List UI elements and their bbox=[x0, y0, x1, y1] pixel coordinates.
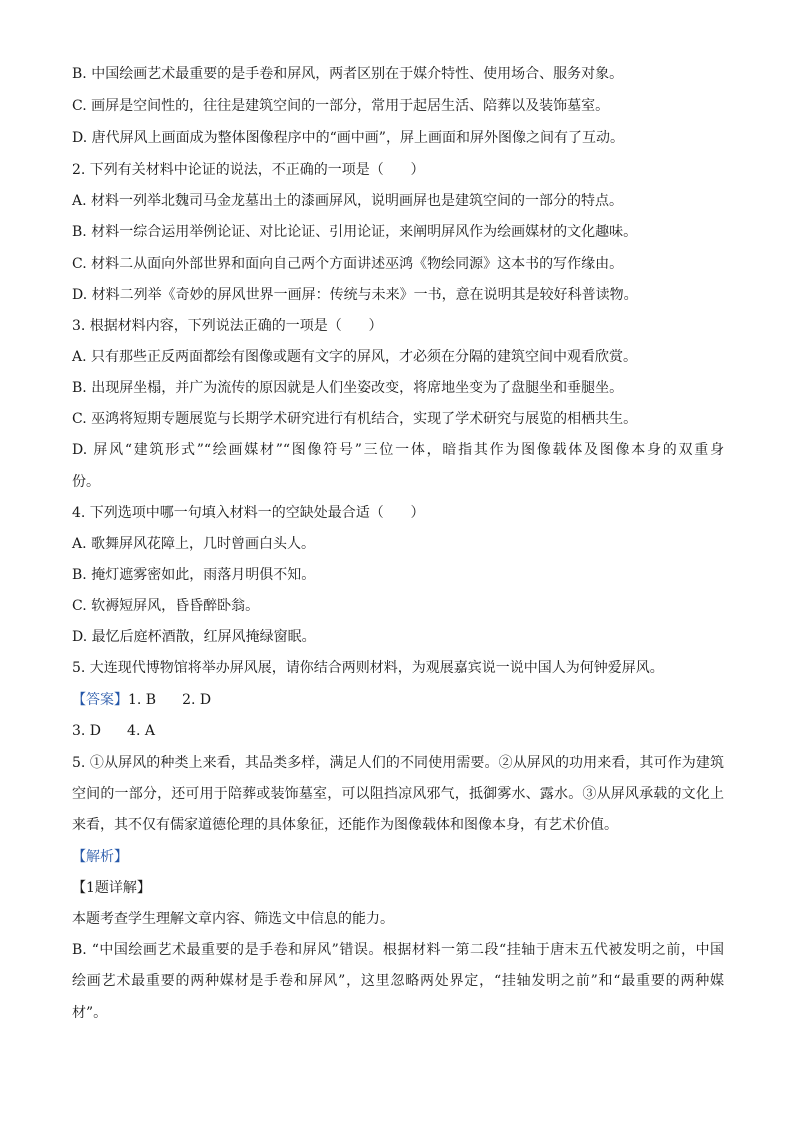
option-1c: C. 画屏是空间性的，往往是建筑空间的一部分，常用于起居生活、陪葬以及装饰墓室。 bbox=[72, 98, 610, 114]
analysis-line-4: 材”。 bbox=[72, 1005, 108, 1021]
option-3c: C. 巫鸿将短期专题展览与长期学术研究进行有机结合，实现了学术研究与展览的相栖共生。 bbox=[72, 411, 638, 427]
answer-tag: 【答案】 bbox=[72, 692, 128, 708]
answer-5-line-3: 来看，其不仅有儒家道德伦理的具体象征，还能作为图像载体和图像本身，有艺术价值。 bbox=[72, 817, 618, 833]
option-4c: C. 软褥短屏风，昏昏醉卧翁。 bbox=[72, 598, 260, 614]
answer-row-1 bbox=[72, 690, 211, 710]
question-2: 2. 下列有关材料中论证的说法，不正确的一项是（ ） bbox=[72, 162, 425, 178]
option-4b: B. 掩灯遮雾密如此，雨落月明俱不知。 bbox=[72, 567, 316, 583]
option-3d-cont: 份。 bbox=[72, 474, 100, 490]
option-3a: A. 只有那些正反两面都绘有图像或题有文字的屏风，才必须在分隔的建筑空间中观看欣赏。 bbox=[72, 349, 638, 365]
answer-4: 4. A bbox=[127, 723, 155, 739]
option-2a: A. 材料一列举北魏司马金龙墓出土的漆画屏风，说明画屏也是建筑空间的一部分的特点。 bbox=[72, 193, 624, 209]
option-1d: D. 唐代屏风上画面成为整体图像程序中的“画中画”，屏上画面和屏外图像之间有了互动。 bbox=[72, 130, 624, 146]
option-1b: B. 中国绘画艺术最重要的是手卷和屏风，两者区别在于媒介特性、使用场合、服务对象。 bbox=[72, 66, 624, 82]
answer-1: 1. B bbox=[128, 692, 157, 708]
option-3b: B. 出现屏坐榻，并广为流传的原因就是人们坐姿改变，将席地坐变为了盘腿坐和垂腿坐。 bbox=[72, 380, 624, 396]
answer-row-2 bbox=[72, 721, 155, 741]
question-4: 4. 下列选项中哪一句填入材料一的空缺处最合适（ ） bbox=[72, 505, 425, 521]
question-5: 5. 大连现代博物馆将举办屏风展，请你结合两则材料，为观展嘉宾说一说中国人为何钟爱屏风。 bbox=[72, 660, 664, 676]
answer-2: 2. D bbox=[182, 692, 212, 708]
option-4d: D. 最忆后庭杯酒散，红屏风掩绿窗眠。 bbox=[72, 629, 316, 645]
question-3: 3. 根据材料内容，下列说法正确的一项是（ ） bbox=[72, 318, 383, 334]
answer-5-line-2: 空间的一部分，还可用于陪葬或装饰墓室，可以阻挡凉风邪气，抵御雾水、露水。③从屏风承载的文化上 bbox=[72, 786, 724, 802]
option-2c: C. 材料二从面向外部世界和面向自己两个方面讲述巫鸿《物绘同源》这本书的写作缘由。 bbox=[72, 256, 624, 272]
answer-5-line-1: 5. ①从屏风的种类上来看，其品类多样，满足人们的不同使用需要。②从屏风的功用来看，其可作为建筑 bbox=[72, 755, 724, 771]
analysis-line-1: 本题考查学生理解文章内容、筛选文中信息的能力。 bbox=[72, 911, 394, 927]
answer-3: 3. D bbox=[72, 723, 102, 739]
option-2b: B. 材料一综合运用举例论证、对比论证、引用论证，来阐明屏风作为绘画媒材的文化趣味。 bbox=[72, 224, 638, 240]
analysis-line-2: B. “中国绘画艺术最重要的是手卷和屏风”错误。根据材料一第二段“挂轴于唐末五代被发明之前，中国 bbox=[72, 942, 724, 958]
option-4a: A. 歌舞屏风花障上，几时曾画白头人。 bbox=[72, 536, 316, 552]
option-3d: D. 屏风“建筑形式”“绘画媒材”“图像符号”三位一体，暗指其作为图像载体及图像本身的双重身 bbox=[72, 442, 724, 458]
analysis-line-3: 绘画艺术最重要的两种媒材是手卷和屏风”，这里忽略两处界定，“挂轴发明之前”和“最重要的两种媒 bbox=[72, 973, 724, 989]
option-2d: D. 材料二列举《奇妙的屏风世界一画屏：传统与未来》一书，意在说明其是较好科普读物。 bbox=[72, 287, 638, 303]
analysis-tag: 【解析】 bbox=[72, 849, 128, 865]
analysis-q1-tag: 【1题详解】 bbox=[72, 880, 151, 896]
